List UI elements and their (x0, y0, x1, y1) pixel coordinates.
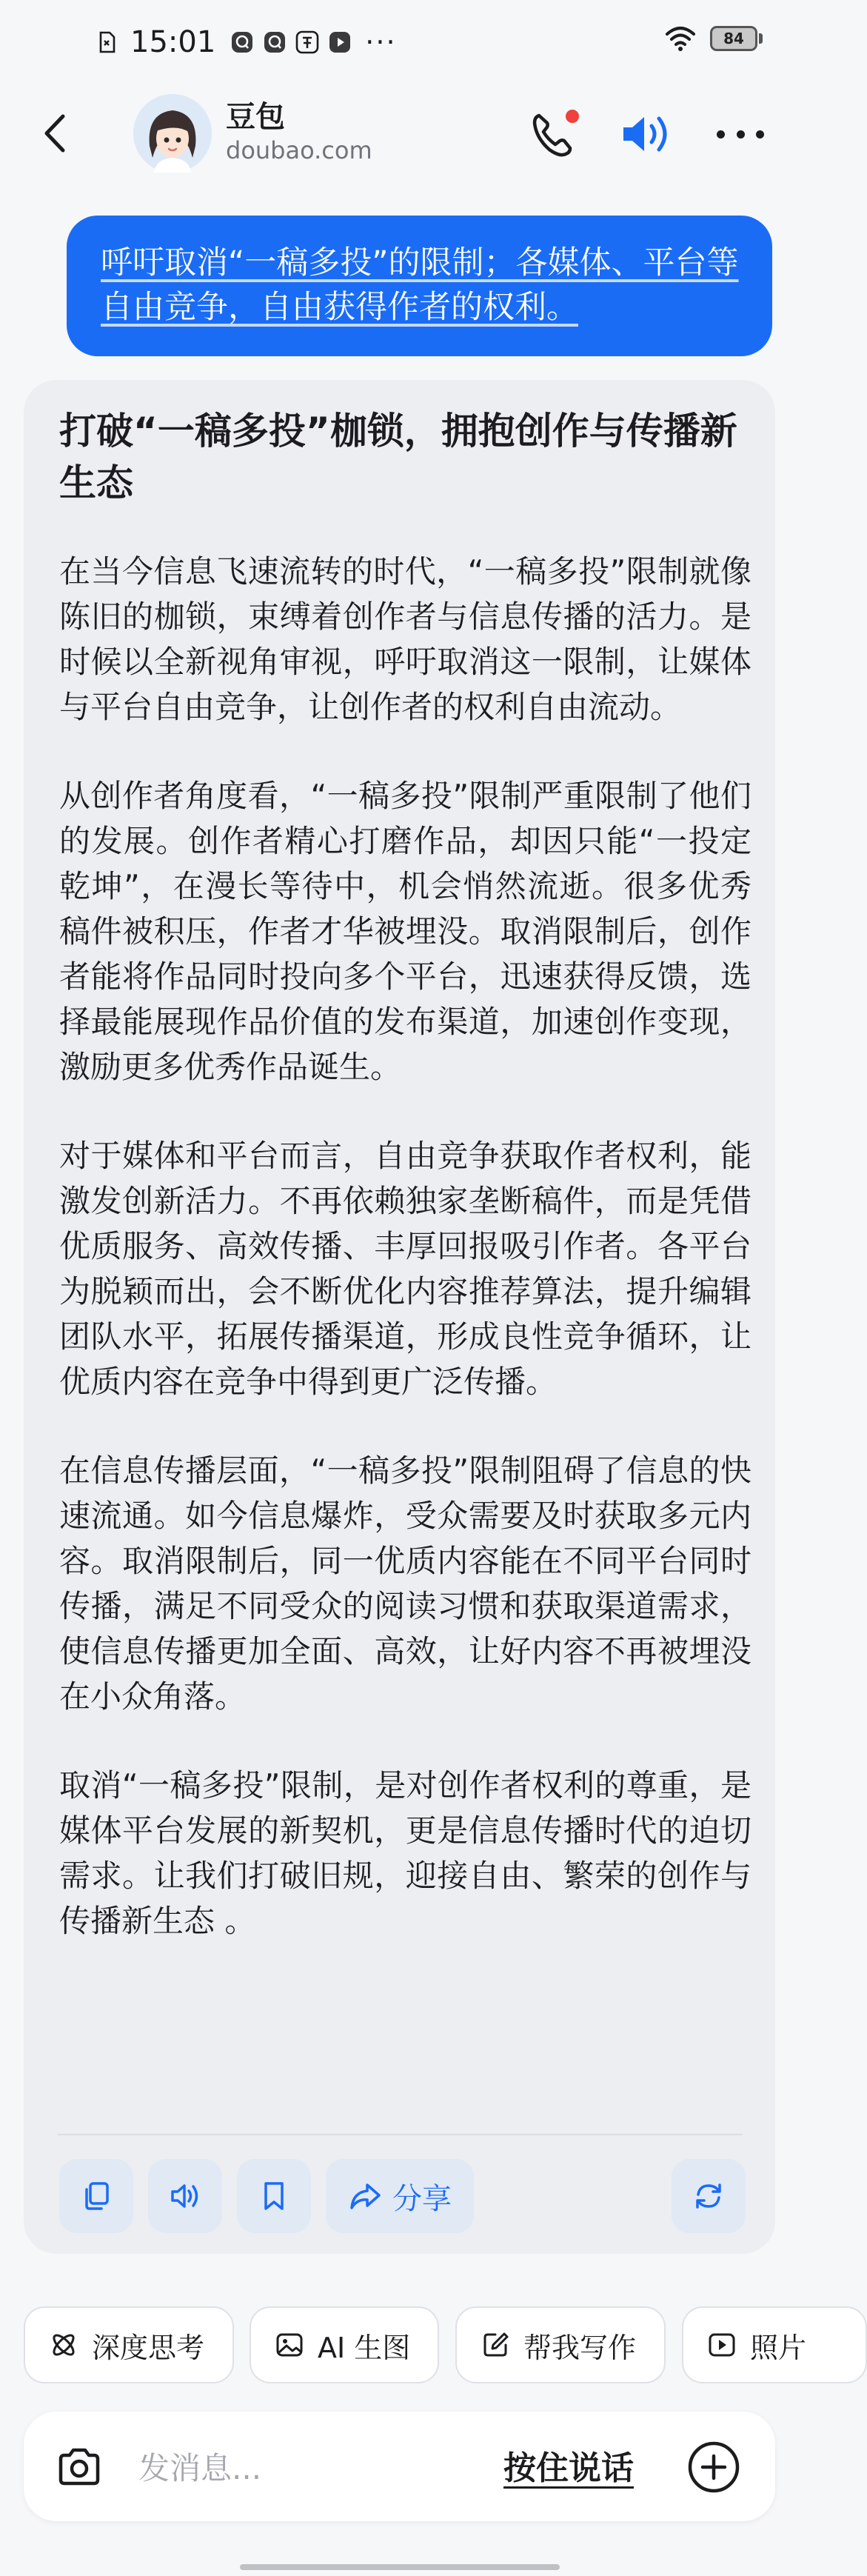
photo-button[interactable] (682, 2306, 867, 2383)
status-left (95, 22, 397, 62)
home-indicator[interactable] (240, 2564, 560, 2570)
copy-icon (79, 2179, 113, 2213)
quick-tool-label: 深度思考 (92, 2331, 205, 2364)
hold-to-talk-button[interactable]: 按住说话 (503, 2449, 634, 2487)
back-arrow-icon (38, 112, 72, 155)
share-icon (348, 2179, 382, 2213)
wifi-icon (664, 25, 697, 52)
battery-level: 84 (723, 30, 744, 47)
battery-tip (759, 33, 763, 44)
copy-button[interactable] (59, 2159, 133, 2233)
message-input-bar (24, 2412, 775, 2521)
notification-icon (263, 30, 287, 54)
plus-icon (686, 2440, 741, 2495)
quick-tools (24, 2306, 807, 2383)
read-aloud-button[interactable] (148, 2159, 222, 2233)
quick-tool-label: AI 生图 (318, 2331, 411, 2364)
battery-body (710, 26, 757, 51)
refresh-icon (692, 2179, 726, 2213)
play-notification-icon (328, 30, 352, 54)
more-icon-dot (737, 130, 745, 139)
video-icon (707, 2330, 737, 2360)
back-button[interactable] (30, 108, 80, 159)
user-message-bubble[interactable] (67, 216, 772, 356)
more-icon-dot (756, 130, 764, 139)
answer-paragraph: 取消“一稿多投”限制，是对创作者权利的尊重，是媒体平台发展的新契机，更是信息传播时代的迫切需求。让我们打破旧规，迎接自由、繁荣的创作与传播新生态 。 (59, 1767, 751, 1939)
notification-icon (230, 30, 254, 54)
answer-card (24, 380, 775, 2254)
more-icon-dot (717, 130, 725, 139)
speaker-button[interactable] (617, 108, 675, 160)
deep-think-button[interactable] (24, 2306, 234, 2383)
bookmark-icon (257, 2179, 291, 2213)
user-message-text: 呼吁取消“一稿多投”的限制；各媒体、平台等自由竞争，自由获得作者的权利。 (101, 244, 739, 326)
answer-title: 打破“一稿多投”枷锁，拥抱创作与传播新生态 (59, 410, 737, 504)
help-write-button[interactable] (455, 2306, 666, 2383)
chat-header (0, 81, 800, 185)
regenerate-button[interactable] (672, 2159, 746, 2233)
app-notification-icon (295, 30, 319, 54)
status-bar (0, 0, 800, 81)
battery-icon (710, 26, 763, 51)
camera-button[interactable] (53, 2441, 105, 2493)
unread-dot (566, 110, 579, 123)
status-right (664, 25, 763, 52)
answer-paragraph: 从创作者角度看，“一稿多投”限制严重限制了他们的发展。创作者精心打磨作品，却因只能“一投定乾坤”，在漫长等待中，机会悄然流逝。很多优秀稿件被积压，作者才华被埋没。取消限制后，创作者能将作品同时投向多个平台，迅速获得反馈，选择最能展现作品价值的发布渠道，加速创作变现，激励更多优秀作品诞生。 (59, 778, 751, 1085)
message-input[interactable] (138, 2444, 449, 2492)
quick-tool-label: 帮我写作 (523, 2331, 637, 2364)
bot-domain: doubao.com (226, 136, 372, 164)
camera-icon (53, 2441, 105, 2493)
answer-paragraph: 在当今信息飞速流转的时代，“一稿多投”限制就像陈旧的枷锁，束缚着创作者与信息传播的活力。是时候以全新视角审视，呼吁取消这一限制，让媒体与平台自由竞争，让创作者的权利自由流动。 (59, 553, 751, 725)
share-label: 分享 (392, 2181, 452, 2216)
avatar-icon (133, 94, 212, 173)
image-icon (275, 2330, 304, 2360)
speaker-icon (617, 108, 675, 160)
answer-actions (59, 2159, 746, 2233)
ai-image-button[interactable] (250, 2306, 439, 2383)
answer-paragraph: 在信息传播层面，“一稿多投”限制阻碍了信息的快速流通。如今信息爆炸，受众需要及时获取多元内容。取消限制后，同一优质内容能在不同平台同时传播，满足不同受众的阅读习惯和获取渠道需求，使信息传播更加全面、高效，让好内容不再被埋没在小众角落。 (59, 1452, 751, 1715)
bookmark-button[interactable] (237, 2159, 311, 2233)
answer-body (59, 549, 751, 1987)
more-button[interactable] (712, 117, 769, 151)
divider (58, 2134, 743, 2135)
sim-card-icon (95, 30, 118, 54)
quick-tool-label: 照片 (750, 2331, 807, 2364)
phone-call-button[interactable] (527, 108, 579, 160)
avatar[interactable] (133, 94, 212, 173)
deep-think-icon (49, 2330, 78, 2360)
status-more-indicator: ··· (365, 26, 397, 59)
share-button[interactable] (326, 2159, 474, 2233)
voice-read-icon (168, 2179, 202, 2213)
answer-paragraph: 对于媒体和平台而言，自由竞争获取作者权利，能激发创新活力。不再依赖独家垄断稿件，而是凭借优质服务、高效传播、丰厚回报吸引作者。各平台为脱颖而出，会不断优化内容推荐算法，提升编辑团队水平，拓展传播渠道，形成良性竞争循环，让优质内容在竞争中得到更广泛传播。 (59, 1138, 751, 1400)
status-time: 15:01 (130, 25, 216, 59)
bot-name: 豆包 (226, 100, 285, 134)
plus-button[interactable] (686, 2440, 741, 2495)
write-icon (481, 2330, 510, 2360)
